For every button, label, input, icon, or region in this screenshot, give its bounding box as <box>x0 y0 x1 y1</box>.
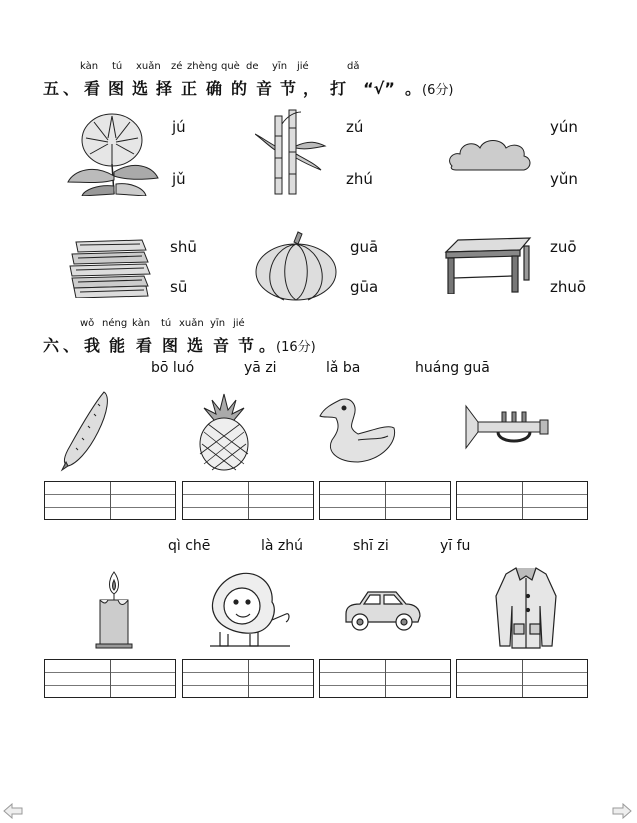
pineapple-icon <box>196 392 252 472</box>
pinyin: yīn <box>272 61 288 72</box>
word-shizi: shī zi <box>353 538 389 554</box>
title-char: 、 <box>62 79 79 98</box>
title-char: 节 <box>279 79 296 98</box>
word-yifu: yī fu <box>440 538 471 554</box>
section6-title <box>40 333 316 356</box>
writing-grid-huanggua[interactable] <box>456 481 588 520</box>
pinyin: néng <box>102 318 128 329</box>
word-qiche: qì chē <box>168 538 211 554</box>
pinyin: kàn <box>80 61 99 72</box>
cloud-icon <box>446 134 532 174</box>
word-laba: lǎ ba <box>326 360 361 376</box>
writing-grid-boluo[interactable] <box>44 481 176 520</box>
title-char: 节 <box>237 336 254 355</box>
books-icon <box>66 236 152 298</box>
pinyin: tú <box>161 318 172 329</box>
writing-grid-shizi[interactable] <box>319 659 451 698</box>
pinyin: xuǎn <box>179 318 204 329</box>
jacket-icon <box>494 566 558 650</box>
car-icon <box>342 586 422 632</box>
title-char: 看 <box>135 336 152 355</box>
pinyin: wǒ <box>80 318 95 329</box>
pinyin: què <box>221 61 240 72</box>
title-char: 选 <box>186 336 203 355</box>
cucumber-icon <box>58 390 112 472</box>
option-su[interactable]: sū <box>170 278 188 296</box>
title-char: “√” <box>363 79 395 98</box>
title-char: 、 <box>62 336 79 355</box>
word-huanggua: huáng guā <box>415 360 490 376</box>
pinyin: tú <box>112 61 123 72</box>
title-char: 音 <box>255 79 272 98</box>
pinyin: jié <box>233 318 245 329</box>
prev-page-arrow-icon[interactable] <box>2 803 24 819</box>
writing-grid-yazi[interactable] <box>182 481 314 520</box>
option-zhu[interactable]: zhú <box>346 170 373 188</box>
title-char: ， <box>302 79 319 98</box>
pinyin: kàn <box>132 318 151 329</box>
option-ju3[interactable]: jǔ <box>172 170 186 188</box>
section6-score: (16分) <box>276 340 316 355</box>
word-yazi: yā zi <box>244 360 277 376</box>
option-zhuo[interactable]: zhuō <box>550 278 587 296</box>
word-lazhu: là zhú <box>261 538 304 554</box>
title-char: 的 <box>230 79 247 98</box>
pinyin: de <box>246 61 259 72</box>
chrysanthemum-icon <box>64 108 160 196</box>
option-shu[interactable]: shū <box>170 238 197 256</box>
lion-icon <box>206 570 292 650</box>
title-char: 五 <box>42 79 59 98</box>
title-char: 打 <box>329 79 346 98</box>
option-yun3[interactable]: yǔn <box>550 170 578 188</box>
trumpet-icon <box>464 404 550 454</box>
next-page-arrow-icon[interactable] <box>611 803 633 819</box>
title-char: 六 <box>42 336 59 355</box>
writing-grid-laba[interactable] <box>319 481 451 520</box>
title-char: 择 <box>155 79 172 98</box>
title-char: 看 <box>83 79 100 98</box>
option-zu[interactable]: zú <box>346 118 364 136</box>
title-char: 选 <box>131 79 148 98</box>
pinyin: yīn <box>210 318 226 329</box>
table-icon <box>444 236 532 294</box>
option-yun2[interactable]: yún <box>550 118 578 136</box>
writing-grid-yifu[interactable] <box>456 659 588 698</box>
bamboo-icon <box>255 106 327 196</box>
title-char: 。 <box>258 336 275 355</box>
option-gua2[interactable]: gūa <box>350 278 379 296</box>
section5-title <box>40 76 453 99</box>
writing-grid-qiche[interactable] <box>44 659 176 698</box>
title-char: 我 <box>83 336 100 355</box>
pinyin: zhèng <box>187 61 218 72</box>
section5-score: (6分) <box>422 83 454 98</box>
title-char: 能 <box>108 336 125 355</box>
candle-icon <box>94 570 134 650</box>
pumpkin-icon <box>254 230 338 302</box>
option-gua1[interactable]: guā <box>350 238 379 256</box>
title-char: 图 <box>161 336 178 355</box>
option-zuo[interactable]: zuō <box>550 238 577 256</box>
pinyin: zé <box>171 61 183 72</box>
title-char: 确 <box>205 79 222 98</box>
title-char: 。 <box>404 79 421 98</box>
word-boluo: bō luó <box>151 360 195 376</box>
duck-icon <box>318 394 398 466</box>
title-char: 音 <box>212 336 229 355</box>
title-char: 图 <box>107 79 124 98</box>
option-ju1[interactable]: jú <box>172 118 186 136</box>
pinyin: dǎ <box>347 61 360 72</box>
title-char: 正 <box>180 79 197 98</box>
pinyin: xuǎn <box>136 61 161 72</box>
writing-grid-lazhu[interactable] <box>182 659 314 698</box>
pinyin: jié <box>297 61 309 72</box>
